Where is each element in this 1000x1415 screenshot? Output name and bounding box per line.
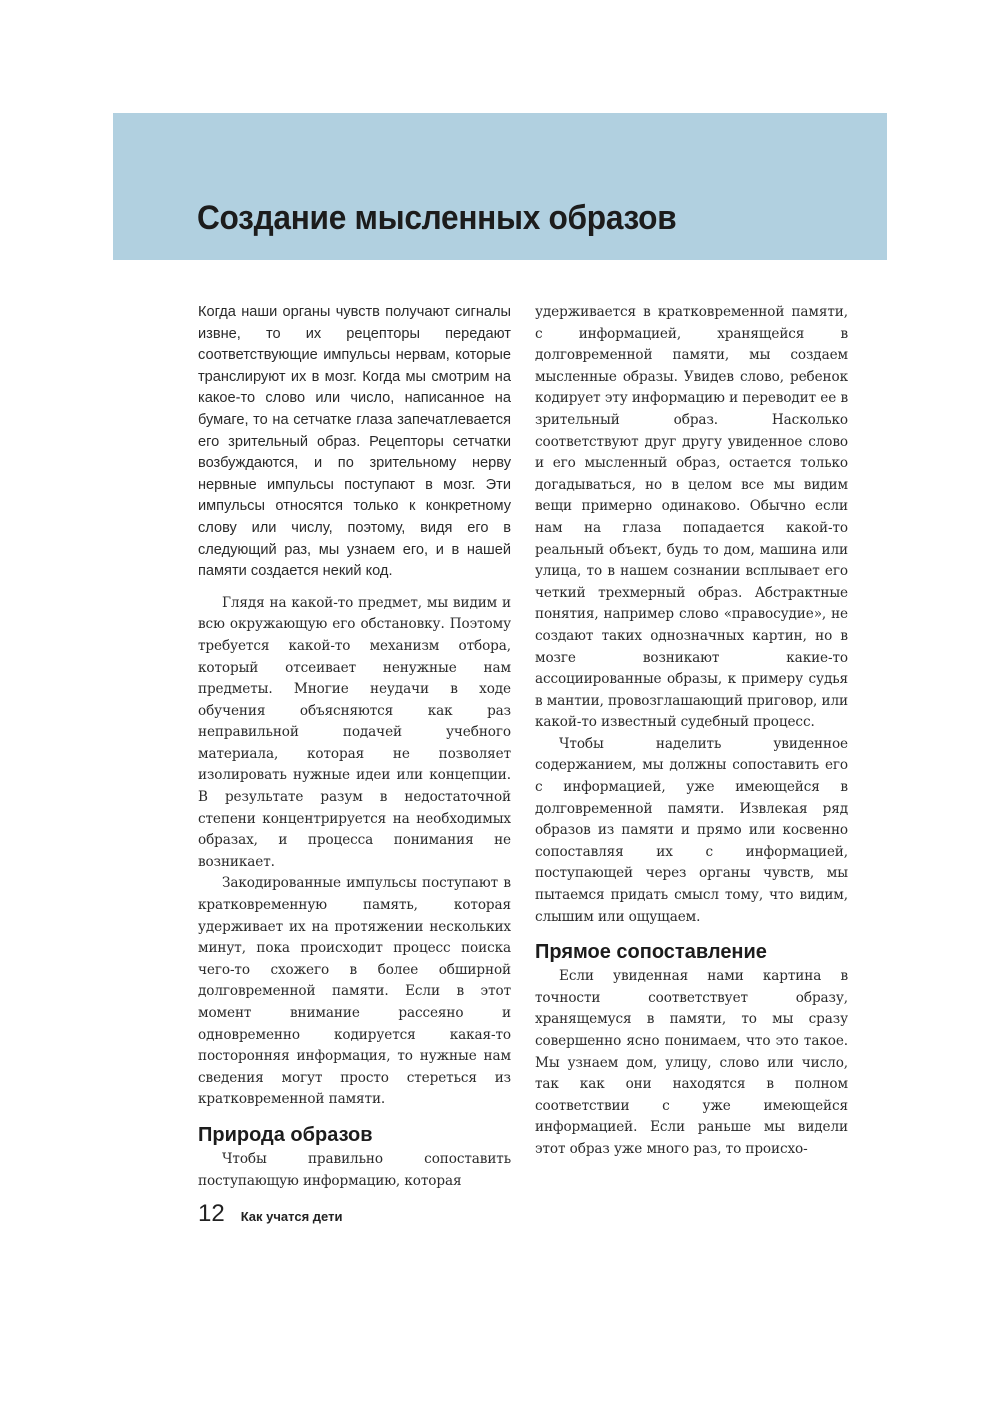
running-book-title: Как учатся дети	[240, 1209, 343, 1224]
chapter-title: Создание мысленных образов	[197, 199, 677, 237]
page-footer	[198, 1200, 342, 1228]
intro-paragraph: Когда наши органы чувств получают сигналы извне, то их рецепторы передают соответствующие импульсы нервам, которые транслируют их в мозг. Когда мы смотрим на какое-то слово или число, написанное на бумаге, то на сетчатке глаза запечатлевается его зрительный образ. Рецепторы сетчатки возбуждаются, и по зрительному нерву нервные импульсы поступают в мозг. Эти импульсы относятся только к конкретному слову или числу, поэтому, видя его в следующий раз, мы узнаем его, и в нашей памяти создается некий код.	[198, 304, 511, 580]
body-paragraph: Если увиденная нами картина в точности соответствует образу, хранящемуся в памяти, то мы сразу совершенно ясно понимаем, что это такое. Мы узнаем дом, улицу, слово или число, так как они находятся в полном соответствии с уже имеющейся информацией. Если раньше мы видели этот образ уже много раз, то происхо-	[535, 968, 848, 1157]
right-column	[535, 302, 848, 1161]
chapter-title-banner	[113, 113, 887, 260]
section-heading-direct-matching: Прямое сопоставление	[535, 941, 767, 964]
body-paragraph: удерживается в кратковременной памяти, с информацией, хранящейся в долговременной памяти, мы создаем мысленные образы. Увидев слово, ребенок кодирует эту информацию и переводит ее в зрительный образ. Насколько соответствуют друг другу увиденное слово и его мысленный образ, остается только догадываться, но в целом все мы видим вещи примерно одинаково. Обычно если нам на глаза попадается какой-то реальный объект, будь то дом, машина или улица, то в нашем сознании всплывает его четкий трехмерный образ. Абстрактные понятия, например слово «правосудие», не создают таких однозначных картин, но в мозге возникают какие-то ассоциированные образы, к примеру судья в мантии, провозглашающий приговор, или какой-то известный судебный процесс.	[535, 304, 848, 731]
page-number: 12	[198, 1200, 225, 1227]
body-paragraph: Закодированные импульсы поступают в кратковременную память, которая удерживает их на протяжении нескольких минут, пока происходит процесс поиска чего-то схожего в более обширной долговременной памяти. Если в этот момент внимание рассеяно и одновременно кодируется какая-то посторонняя информация, то нужные нам сведения могут просто стереться из кратковременной памяти.	[198, 875, 511, 1108]
section-heading-nature-of-images: Природа образов	[198, 1123, 373, 1146]
body-paragraph: Чтобы правильно сопоставить поступающую информацию, которая	[198, 1150, 511, 1189]
body-paragraph: Чтобы наделить увиденное содержанием, мы должны сопоставить его с информацией, уже имеющейся в долговременной памяти. Извлекая ряд образов из памяти и прямо или косвенно сопоставляя их с информацией, поступающей через органы чувств, мы пытаемся придать смысл тому, что видим, слышим или ощущаем.	[535, 735, 848, 925]
left-column	[198, 302, 511, 1192]
body-paragraph: Глядя на какой-то предмет, мы видим и всю окружающую его обстановку. Поэтому требуется какой-то механизм отбора, который отсеивает ненужные нам предметы. Многие неудачи в ходе обучения объясняются как раз неправильной подачей учебного материала, которая не позволяет изолировать нужные идеи или концепции. В результате разум в недостаточной степени концентрируется на необходимых образах, и процесса понимания не возникает.	[198, 594, 511, 870]
